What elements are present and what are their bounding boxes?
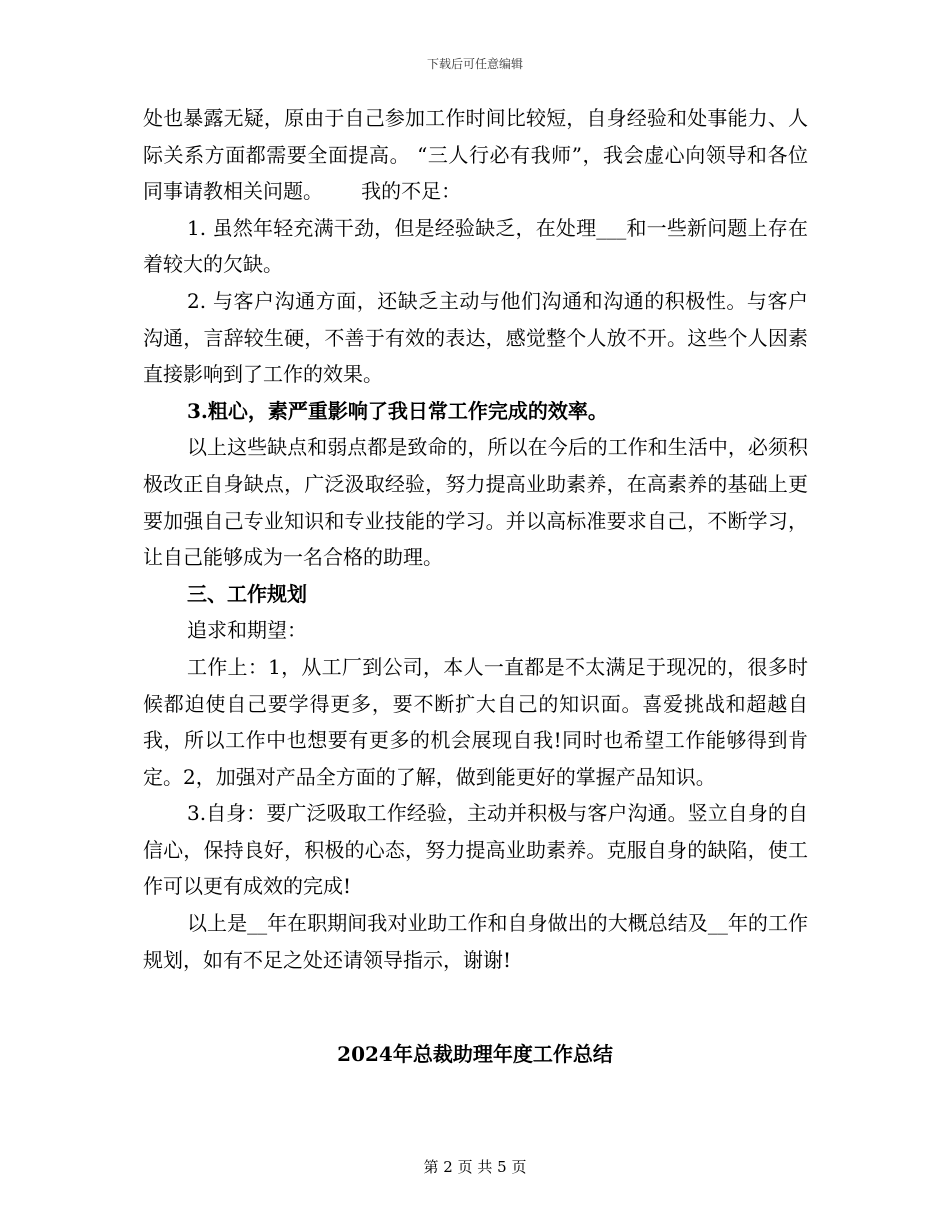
section-heading: 三、工作规划 [187,581,307,606]
document-body [143,100,808,978]
paragraph-5: 以上这些缺点和弱点都是致命的，所以在今后的工作和生活中，必须积极改正自身缺点，广泛汲取经验，努力提高业助素养，在高素养的基础上更要加强自己专业知识和专业技能的学习。并以高标准要求自己，不断学习，让自己能够成为一名合格的助理。 [143,435,808,570]
page-header: 下载后可任意编辑 [426,57,523,71]
page-footer: 第 2 页 共 5 页 [423,1158,527,1176]
document-title: 2024年总裁助理年度工作总结 [337,1042,613,1066]
paragraph-8: 工作上：1，从工厂到公司，本人一直都是不太满足于现况的，很多时候都迫使自己要学得更多，要不断扩大自己的知识面。喜爱挑战和超越自我，所以工作中也想要有更多的机会展现自我!同时也希望工作能够得到肯定。2，加强对产品全方面的了解，做到能更好的掌握产品知识。 [143,654,808,789]
paragraph-1: 处也暴露无疑，原由于自己参加工作时间比较短，自身经验和处事能力、人际关系方面都需要全面提高。 “三人行必有我师”，我会虚心向领导和各位同事请教相关问题。 我的不足： [143,106,808,204]
paragraph-9: 3.自身：要广泛吸取工作经验，主动并积极与客户沟通。竖立自身的自信心，保持良好，积极的心态，努力提高业助素养。克服自身的缺陷，使工作可以更有成效的完成! [143,801,808,899]
paragraph-4: 3.粗心，素严重影响了我日常工作完成的效率。 [187,398,608,423]
paragraph-10: 以上是__年在职期间我对业助工作和自身做出的大概总结及__年的工作规划，如有不足之处还请领导指示，谢谢! [143,911,808,972]
paragraph-3: 2. 与客户沟通方面，还缺乏主动与他们沟通和沟通的积极性。与客户沟通，言辞较生硬，不善于有效的表达，感觉整个人放不开。这些个人因素直接影响到了工作的效果。 [143,288,808,387]
paragraph-2: 1. 虽然年轻充满干劲，但是经验缺乏，在处理___和一些新问题上存在着较大的欠缺。 [143,215,808,277]
paragraph-7: 追求和期望： [187,618,307,643]
